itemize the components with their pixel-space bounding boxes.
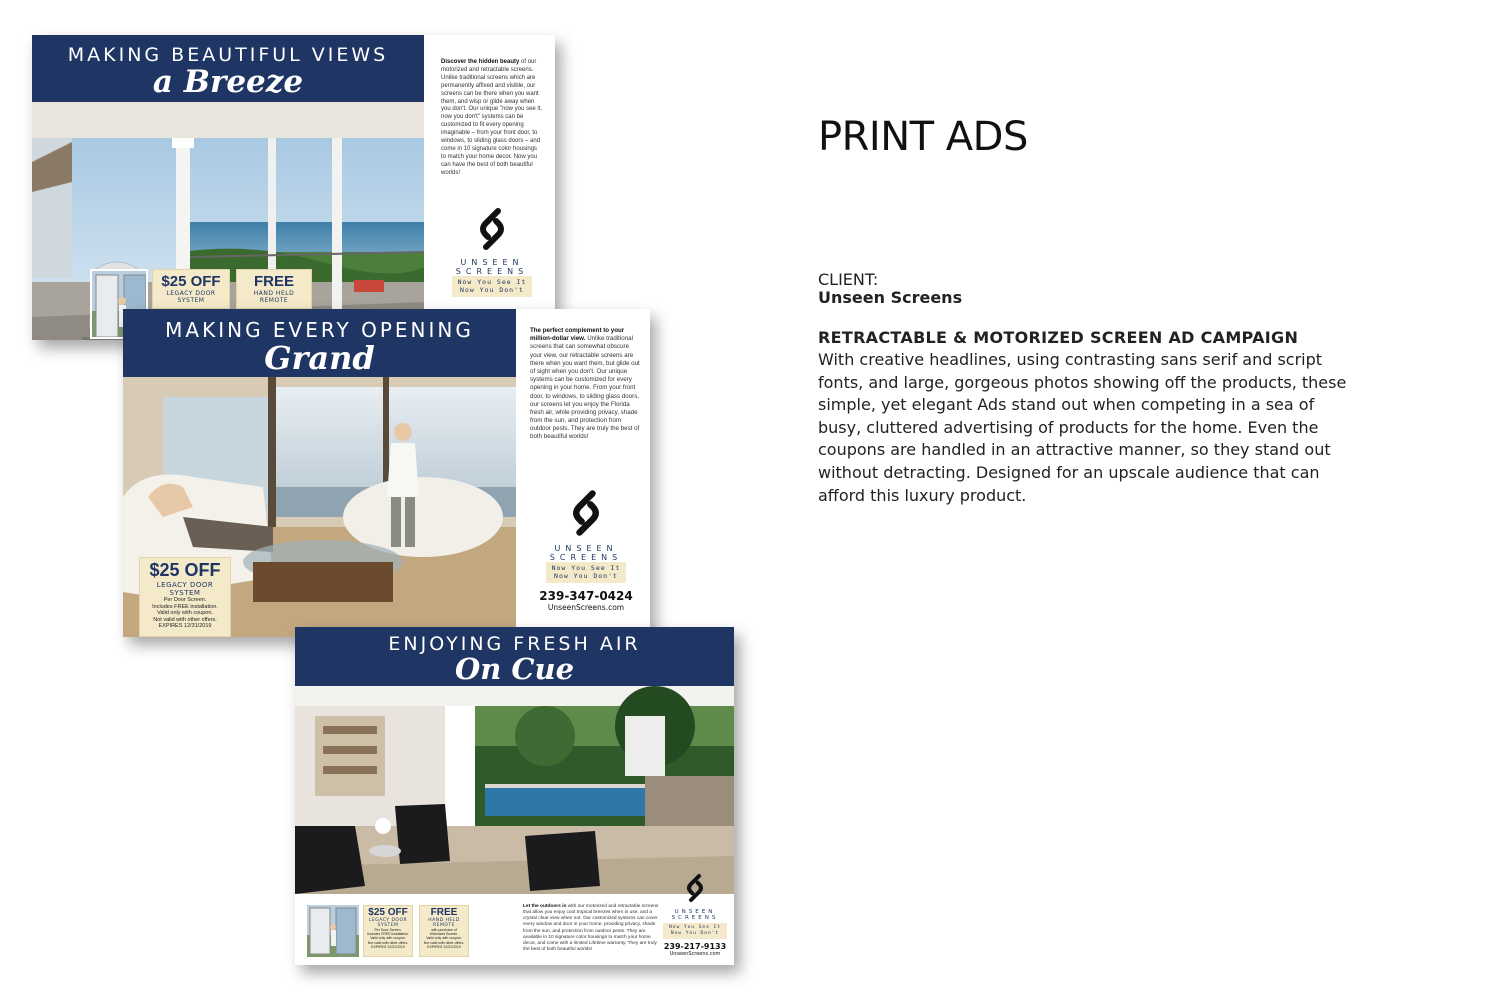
coupon-big-text: $25 OFF — [149, 560, 221, 580]
coupon-fine-print: Valid only with coupon. — [370, 936, 406, 941]
ad-body-copy — [441, 59, 543, 178]
ad-headline: MAKING EVERY OPENING — [165, 318, 474, 342]
print-ad-breeze — [32, 35, 555, 340]
door-thumbnail-photo — [307, 905, 359, 957]
coupon-sub-text: REMOTE — [433, 923, 455, 928]
coupon-fine-print: EXPIRES 12/31/2019 — [158, 623, 212, 630]
brand-name-line1: UNSEEN — [674, 909, 716, 915]
brand-tagline — [663, 923, 727, 939]
body-text: Unlike traditional screens that can somewhat obscure your view, our retractable screens are there when you want them, but glide out of sight when you don't. Our unique systems can be customized for every opening in your home. From your front door, to windows, to sliding glass doors, our screens let you enjoy the Florida fresh air, while providing privacy, shade from the sun, and protection from outdoor pests. They are truly the best of both beautiful worlds! — [530, 335, 640, 441]
coupon-fine-print: Includes FREE installation. — [152, 603, 218, 610]
coupon-sub-text: LEGACY DOOR — [166, 290, 216, 297]
coupon-sub-text: HAND HELD — [253, 290, 295, 297]
print-ad-on-cue — [295, 627, 734, 965]
brand-tagline — [546, 562, 627, 583]
coupon-fine-print: Includes FREE installation. — [367, 932, 409, 937]
body-lead: The perfect complement to your million-dollar view. — [530, 327, 625, 343]
brand-name-line2: SCREENS — [455, 267, 529, 276]
phone-number: 239-217-9133 — [663, 942, 727, 951]
coupon-fine-print: Per Door Screen. — [374, 928, 402, 932]
coupon-sub-text: SYSTEM — [177, 297, 205, 304]
interlocking-s-logo-icon — [474, 205, 510, 253]
coupon-sub-text: SYSTEM — [377, 923, 399, 928]
website-url: UnseenScreens.com — [547, 603, 625, 613]
coupon-fine-print: Valid only with coupon. — [426, 936, 462, 941]
page-title: PRINT ADS — [818, 114, 1028, 160]
brand-name-line1: UNSEEN — [460, 258, 524, 267]
tagline-line2: Now You Don't — [460, 286, 524, 295]
coupon-fine-print: Per Door Screen. — [163, 597, 207, 603]
coupon-fine-print: EXPIRES 12/31/2019 — [371, 944, 405, 949]
tagline-line1: Now You See It — [457, 278, 527, 286]
coupon-sub-text: REMOTE — [259, 297, 289, 304]
ad-script-headline: a Breeze — [152, 64, 304, 100]
client-label: CLIENT: — [818, 270, 879, 289]
campaign-description: With creative headlines, using contrasting sans serif and script fonts, and large, gorgeous photos showing off the products, these simple, yet elegant Ads stand out when competing in a sea of busy, cluttered advertising of products for the home. Even the coupons are handled in an attractive manner, so they stand out without detracting. Designed for an upscale audience that can afford this luxury product. — [818, 350, 1347, 505]
client-name: Unseen Screens — [818, 288, 963, 307]
ad-headline: ENJOYING FRESH AIR — [388, 633, 641, 655]
body-lead: Let the outdoors in — [523, 904, 567, 909]
pool-living-room-photo — [295, 686, 734, 894]
brand-lockup — [523, 487, 649, 612]
phone-number: 239-347-0424 — [539, 589, 633, 604]
coupon-sub-text: LEGACY DOOR — [156, 581, 214, 589]
brand-tagline — [452, 276, 533, 297]
coupon-free-remote — [419, 905, 469, 957]
brand-lockup — [432, 205, 552, 297]
brand-name-line1: UNSEEN — [554, 544, 618, 553]
coupon-fine-print: with purchase of — [431, 928, 457, 932]
coupon-free-remote — [236, 269, 312, 309]
coupon-fine-print: Not valid with other offers. — [423, 940, 465, 945]
ad-banner — [123, 309, 516, 377]
ad-script-headline: Grand — [264, 339, 375, 377]
ad-headline: MAKING BEAUTIFUL VIEWS — [67, 44, 389, 66]
coupon-sub-text: HAND HELD — [428, 918, 460, 923]
brand-name-line2: SCREENS — [671, 915, 719, 921]
ad-banner — [32, 35, 424, 102]
body-lead: Discover the hidden beauty — [441, 59, 520, 65]
tagline-line1: Now You See It — [551, 564, 621, 572]
tagline-line1: Now You See It — [669, 925, 721, 931]
body-text: of our motorized and retractable screens. Unlike traditional screens which are permanently affixed and visible, our screens can be there when you want them, and wisp or glide away when you don't. Our unique "now you see it, now you don't" systems can be customized to fit every opening imaginable – from your front door, to windows, to sliding glass doors – and come in 10 signature color housings to match your home decor. Now you can have the best of both beautiful worlds! — [441, 59, 543, 176]
tagline-line2: Now You Don't — [554, 572, 618, 581]
brand-name-line2: SCREENS — [549, 553, 623, 562]
coupon-fine-print: Not valid with other offers. — [367, 940, 409, 945]
coupon-fine-print: Not valid with other offers. — [153, 616, 217, 623]
coupon-big-text: FREE — [430, 907, 458, 918]
coupon-big-text: $25 OFF — [368, 907, 408, 918]
ad-script-headline: On Cue — [454, 652, 575, 686]
campaign-title: RETRACTABLE & MOTORIZED SCREEN AD CAMPAIGN — [818, 328, 1299, 347]
website-url: UnseenScreens.com — [669, 951, 721, 957]
coupon-25-off — [139, 557, 231, 637]
ad-body-copy — [530, 327, 640, 442]
coupon-sub-text: LEGACY DOOR — [368, 918, 408, 923]
interlocking-s-logo-icon — [683, 872, 707, 904]
coupon-fine-print: Motorized Screen. — [429, 932, 459, 937]
print-ad-grand — [123, 309, 650, 637]
brand-lockup — [657, 872, 733, 957]
coupon-25-off — [152, 269, 230, 309]
coupon-fine-print: Valid only with coupon. — [157, 610, 213, 617]
coupon-25-off — [363, 905, 413, 957]
coupon-fine-print: EXPIRES 12/31/2019 — [427, 944, 461, 949]
tagline-line2: Now You Don't — [670, 931, 720, 936]
body-text: with our motorized and retractable screens that allow you enjoy cool tropical breezes when in use, and a crystal clear view when not. Our customized systems can cover every window and door in your home, providing privacy, shade from the sun, and protection from outdoor pests. They are available in 10 signature color housings to match your home decor, and come with a limited Lifetime warranty. They are truly the best of both beautiful worlds! — [523, 904, 659, 952]
coupon-big-text: $25 OFF — [161, 273, 221, 290]
coupon-sub-text: SYSTEM — [169, 589, 201, 597]
coupon-big-text: FREE — [253, 273, 294, 290]
ad-banner — [295, 627, 734, 686]
interlocking-s-logo-icon — [566, 487, 606, 539]
ad-body-copy — [523, 904, 661, 953]
